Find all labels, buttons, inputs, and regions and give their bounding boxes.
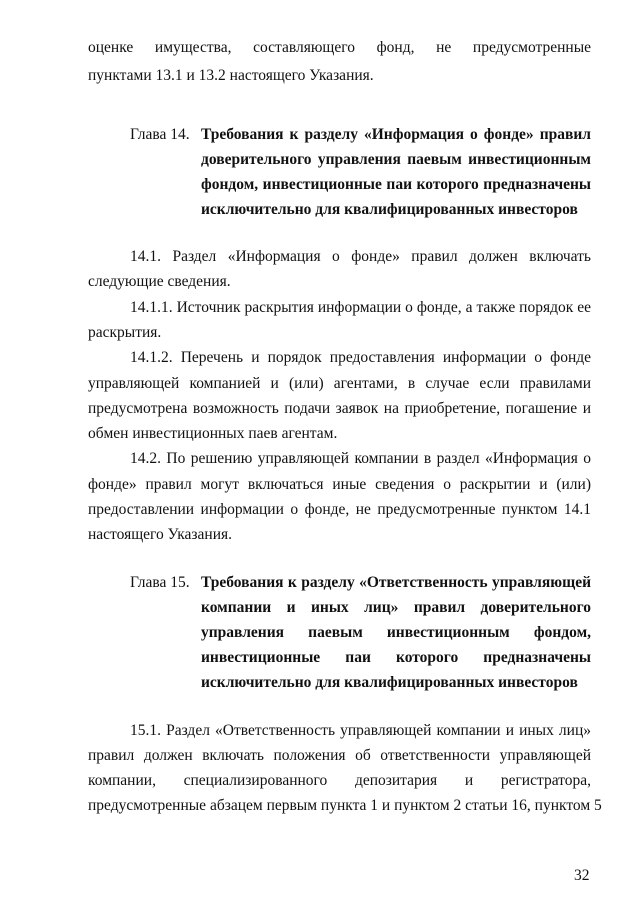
chapter-15-title-line: исключительно для квалифицированных инвесторов [201, 674, 578, 691]
chapter-14-title-line: доверительного управления паевым инвестиционным [201, 151, 591, 168]
paragraph-14-1-2-line: обмен инвестиционных паев агентам. [88, 425, 338, 442]
chapter-15-title-line: компании и иных лиц» правил доверительного [201, 599, 591, 616]
paragraph-15-1-line: компании, специализированного депозитария и регистратора, [88, 772, 591, 789]
paragraph-14-2-line: настоящего Указания. [88, 526, 233, 543]
paragraph-14-1-1-line: раскрытия. [88, 324, 162, 341]
paragraph-15-1-line: правил должен включать положения об ответственности управляющей [88, 747, 591, 764]
paragraph-14-1-1-line: 14.1.1. Источник раскрытия информации о фонде, а также порядок ее [130, 299, 591, 316]
paragraph-14-1-line: следующие сведения. [88, 273, 231, 290]
paragraph-14-1-2-line: предусмотрена возможность подачи заявок на приобретение, погашение и [88, 400, 591, 417]
paragraph-14-2-line: фонде» правил могут включаться иные сведения о раскрытии и (или) [88, 476, 591, 493]
chapter-14-number: Глава 14. [130, 126, 190, 143]
paragraph-14-2-line: 14.2. По решению управляющей компании в раздел «Информация о [130, 450, 591, 467]
chapter-15-title-line: Требования к разделу «Ответственность управляющей [201, 574, 591, 591]
continuation-line: оценке имущества, составляющего фонд, не предусмотренные [88, 39, 591, 56]
chapter-15-title-line: инвестиционные паи которого предназначены [201, 649, 591, 666]
paragraph-15-1-line: 15.1. Раздел «Ответственность управляющей компании и иных лиц» [130, 722, 591, 739]
page-number: 32 [574, 867, 590, 884]
paragraph-14-1-2-line: 14.1.2. Перечень и порядок предоставления информации о фонде [130, 349, 591, 366]
paragraph-14-2-line: предоставлении информации о фонде, не предусмотренные пунктом 14.1 [88, 501, 591, 518]
chapter-14-title-line: фондом, инвестиционные паи которого предназначены [201, 176, 591, 193]
paragraph-15-1-line: предусмотренные абзацем первым пункта 1 и пунктом 2 статьи 16, пунктом 5 [88, 797, 602, 814]
chapter-15-number: Глава 15. [130, 574, 190, 591]
paragraph-14-1-line: 14.1. Раздел «Информация о фонде» правил должен включать [130, 248, 591, 265]
continuation-line: пунктами 13.1 и 13.2 настоящего Указания. [88, 67, 374, 84]
paragraph-14-1-2-line: управляющей компанией и (или) агентами, в случае если правилами [88, 375, 591, 392]
chapter-14-title-line: Требования к разделу «Информация о фонде» правил [201, 126, 591, 143]
chapter-14-title-line: исключительно для квалифицированных инвесторов [201, 201, 578, 218]
chapter-15-title-line: управления паевым инвестиционным фондом, [201, 624, 591, 641]
